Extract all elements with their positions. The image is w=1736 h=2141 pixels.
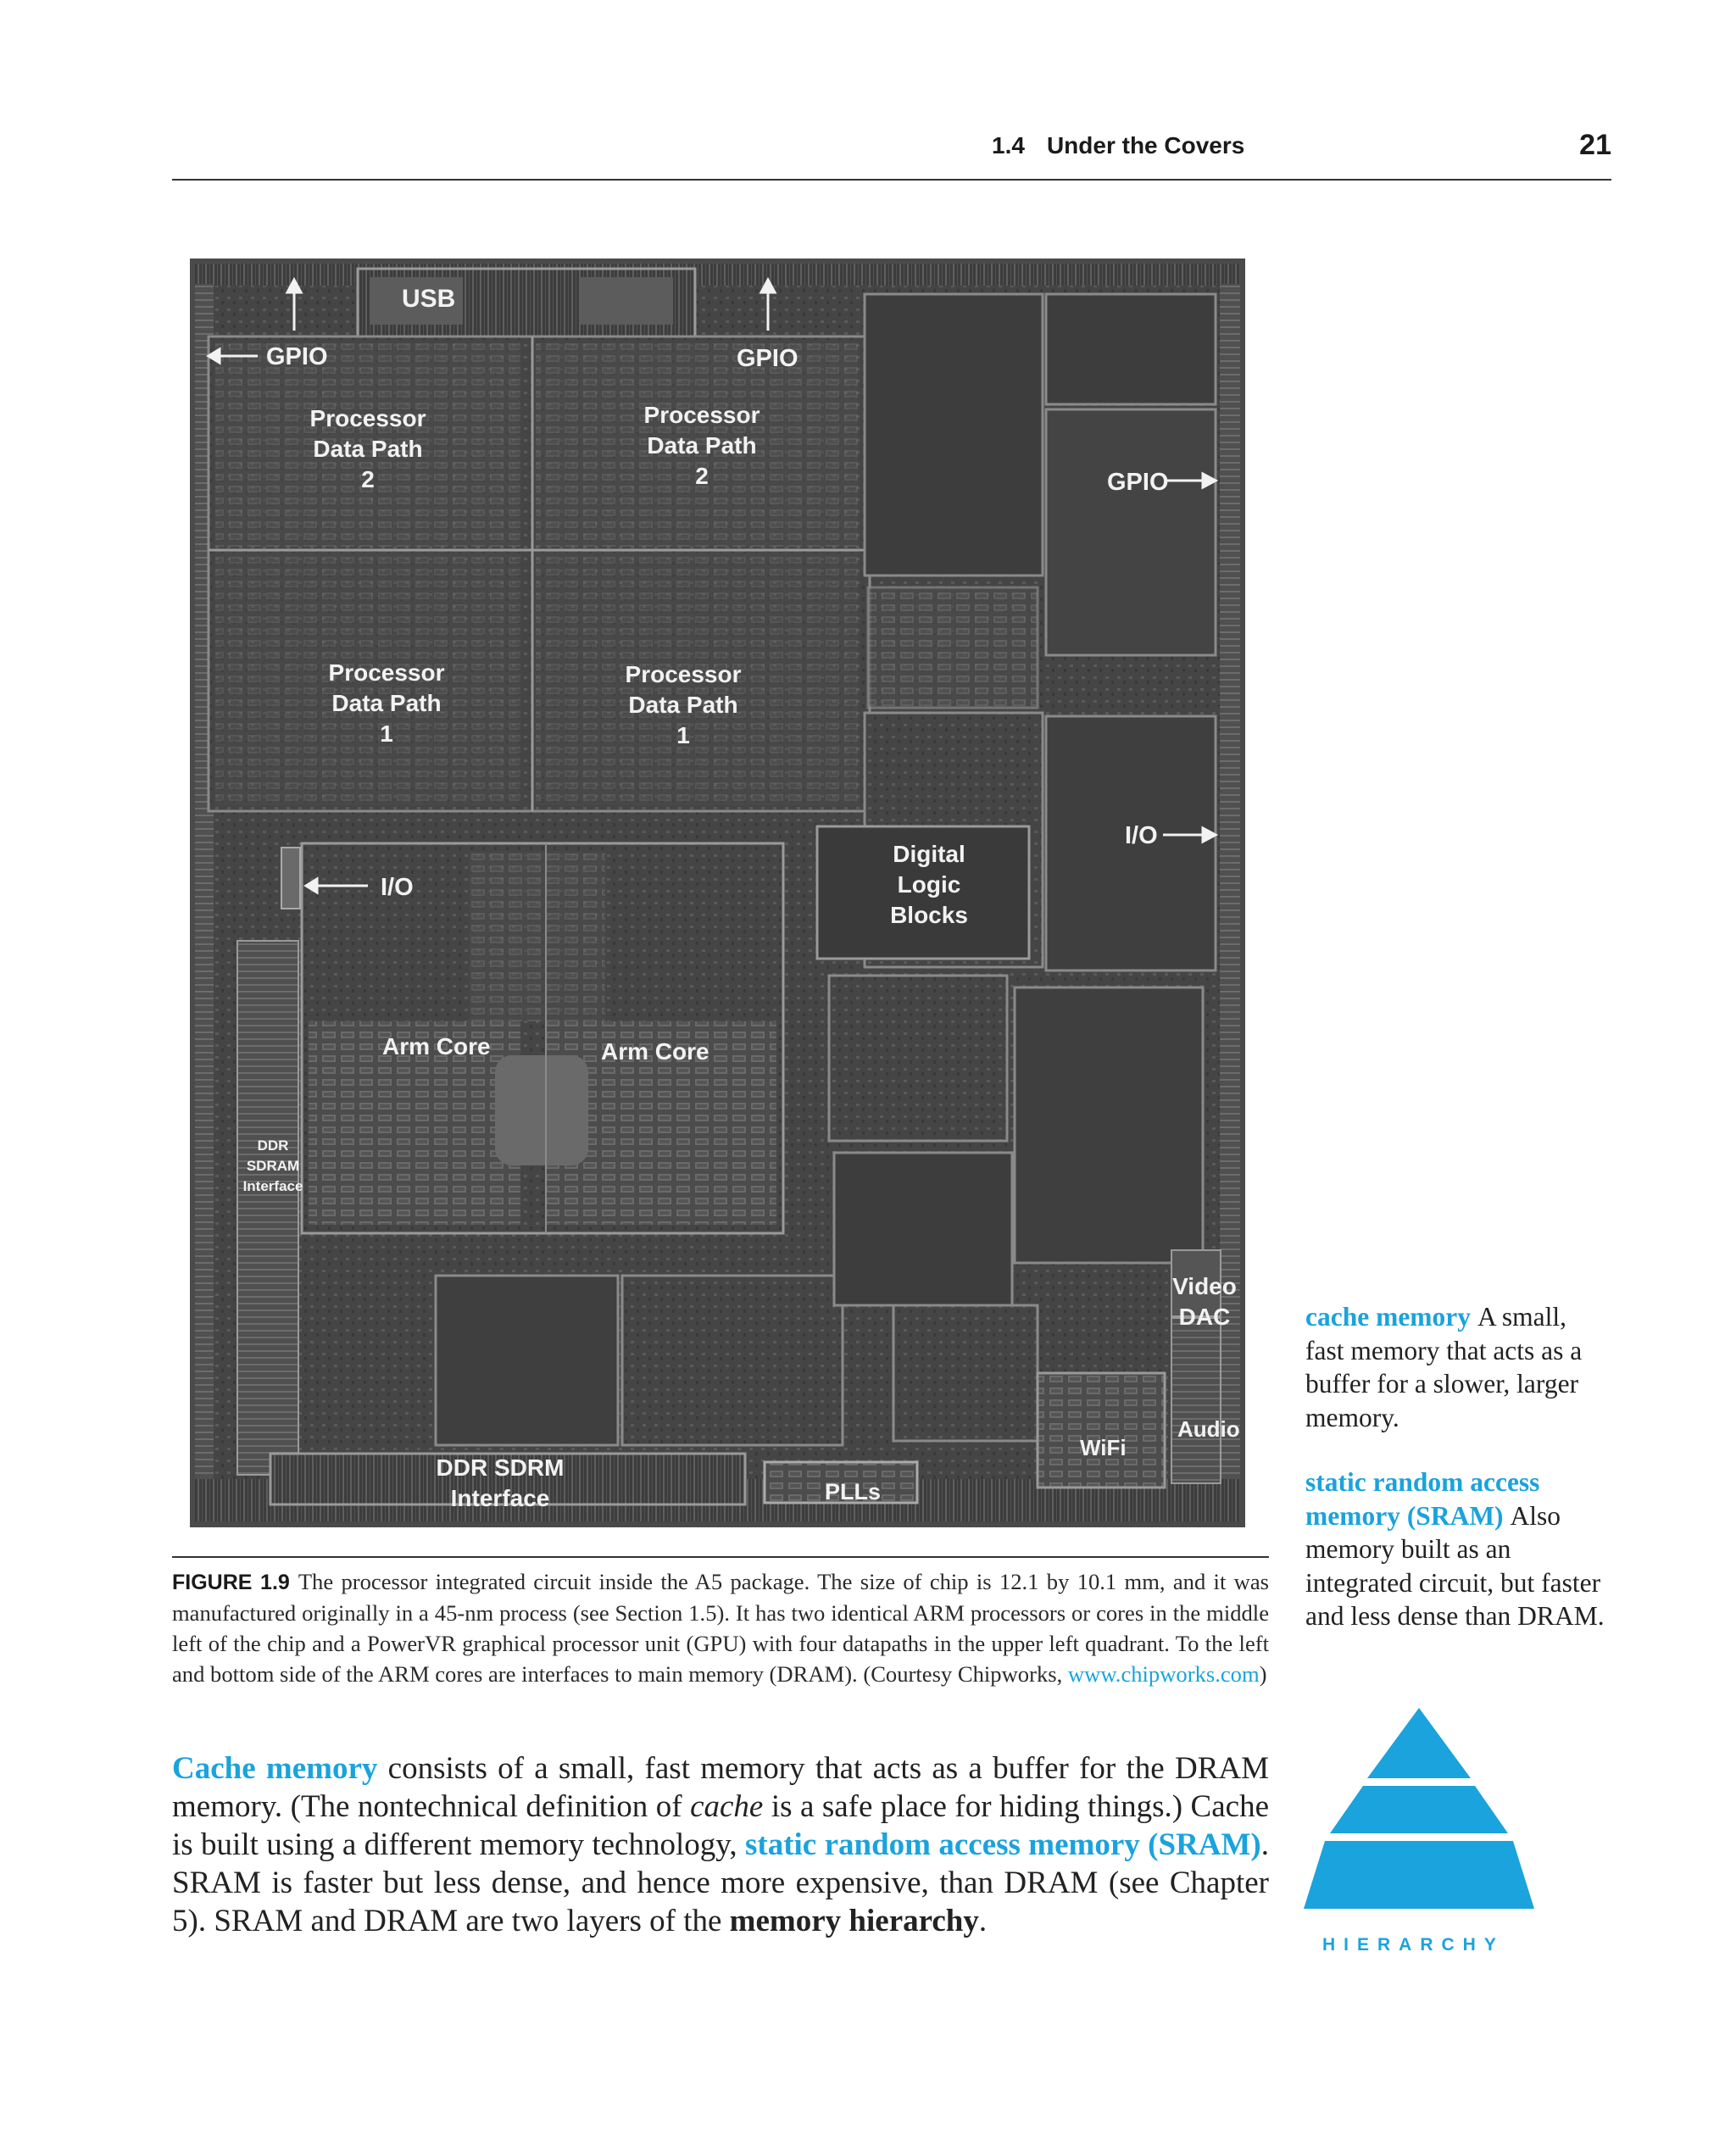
arm-core-center-cluster [495, 1055, 588, 1165]
label-line: 2 [695, 463, 709, 489]
io-pad-block [281, 848, 300, 909]
right-block [868, 587, 1038, 708]
body-text: . [978, 1904, 988, 1938]
right-block [834, 1153, 1012, 1305]
ddr-sdram-strip [237, 941, 298, 1475]
body-italic: cache [690, 1789, 764, 1824]
body-text: consists of a small, fast memory that acts as a buffer for the DRAM memory. (The nontechnical definition of [172, 1751, 1269, 1824]
term-memory-hierarchy: memory hierarchy [729, 1904, 979, 1938]
label-io-left: I/O [381, 874, 414, 901]
body-paragraph [172, 1749, 1269, 1940]
glossary-definition: Also memory built as an integrated circuit, but faster and less dense than DRAM. [1305, 1500, 1605, 1631]
label-line: Interface [242, 1178, 303, 1194]
label-line: Logic [897, 871, 961, 898]
label-line: 1 [676, 722, 690, 748]
right-block [829, 976, 1007, 1141]
arm-core-center-logic [470, 852, 605, 1021]
label-line: Processor [643, 402, 760, 428]
glossary-sram [1305, 1465, 1611, 1633]
section-title: Under the Covers [1046, 132, 1245, 158]
figure-caption [172, 1566, 1269, 1689]
body-text: . SRAM is faster but less dense, and hence more expensive, than DRAM (see Chapter 5). SRAM and DRAM are two layers of the [172, 1827, 1270, 1938]
label-wifi: WiFi [1080, 1435, 1127, 1460]
glossary-definition: A small, fast memory that acts as a buffer for a slower, larger memory. [1305, 1302, 1583, 1432]
label-digital-logic [890, 841, 968, 928]
label-line: SDRAM [246, 1158, 300, 1174]
caption-text: The processor integrated circuit inside the A5 package. The size of chip is 12.1 by 10.1 mm, and it was manufactured originally in a 45-nm process (see Section 1.5). It has two identical ARM processors or cores in the middle left of the chip and a PowerVR graphical processor unit (GPU) with four datapaths in the upper left quadrant. To the left and bottom side of the ARM cores are interfaces to main memory (DRAM). (Courtesy Chipworks, [172, 1569, 1269, 1687]
right-block [865, 294, 1043, 576]
hierarchy-label: HIERARCHY [1322, 1935, 1505, 1955]
running-header [992, 132, 1244, 159]
label-line: Data Path [628, 692, 738, 718]
term-cache-memory: Cache memory [172, 1751, 378, 1786]
label-line: DAC [1178, 1304, 1231, 1330]
top-io-ring [195, 264, 1240, 286]
label-audio: Audio [1177, 1416, 1240, 1442]
glossary-term: cache memory [1305, 1302, 1472, 1332]
section-number: 1.4 [992, 132, 1025, 158]
label-line: Data Path [647, 432, 757, 459]
label-line: Interface [450, 1485, 550, 1511]
label-arm-core-right: Arm Core [601, 1038, 709, 1065]
right-block [1046, 409, 1216, 655]
glossary-cache-memory [1305, 1300, 1611, 1434]
label-line: Data Path [331, 690, 442, 716]
label-arm-core-left: Arm Core [382, 1033, 491, 1059]
label-gpio-mid: GPIO [737, 345, 798, 372]
chip-die-photo [190, 259, 1245, 1527]
label-line: Video [1172, 1273, 1237, 1299]
label-plls: PLLs [825, 1479, 882, 1504]
caption-link[interactable]: www.chipworks.com [1067, 1661, 1260, 1687]
label-usb: USB [402, 285, 456, 313]
label-line: Digital [893, 841, 965, 867]
right-block [1015, 987, 1203, 1263]
label-line: DDR [257, 1137, 289, 1154]
hierarchy-pyramid-icon [1304, 1708, 1534, 1909]
term-sram: static random access memory (SRAM) [744, 1827, 1261, 1862]
label-line: Processor [625, 661, 742, 687]
memory-block [436, 1276, 618, 1445]
wifi-block [1038, 1373, 1165, 1488]
label-line: 2 [361, 466, 375, 492]
glossary-term: static random access memory (SRAM) [1305, 1467, 1540, 1531]
label-gpio-left: GPIO [266, 343, 328, 370]
memory-block [622, 1276, 843, 1445]
label-line: Data Path [313, 436, 423, 462]
header-rule [172, 179, 1611, 181]
label-line: Blocks [890, 902, 968, 928]
label-io-right: I/O [1125, 822, 1158, 849]
right-io-ring [1220, 284, 1240, 1479]
label-gpio-right: GPIO [1107, 469, 1169, 496]
right-block [1046, 294, 1216, 404]
label-line: 1 [380, 720, 393, 747]
audio-block [1171, 1318, 1221, 1483]
page-number: 21 [1579, 129, 1611, 161]
usb-subblock [580, 277, 673, 325]
caption-tail: ) [1259, 1661, 1267, 1687]
label-line: Processor [328, 659, 445, 686]
figure-number: FIGURE 1.9 [172, 1571, 290, 1594]
caption-rule [172, 1556, 1269, 1558]
right-block [893, 1305, 1038, 1441]
label-line: Processor [309, 405, 426, 431]
body-text: is a safe place for hiding things.) Cache is built using a different memory technology, [172, 1789, 1269, 1862]
label-line: DDR SDRM [436, 1454, 565, 1481]
